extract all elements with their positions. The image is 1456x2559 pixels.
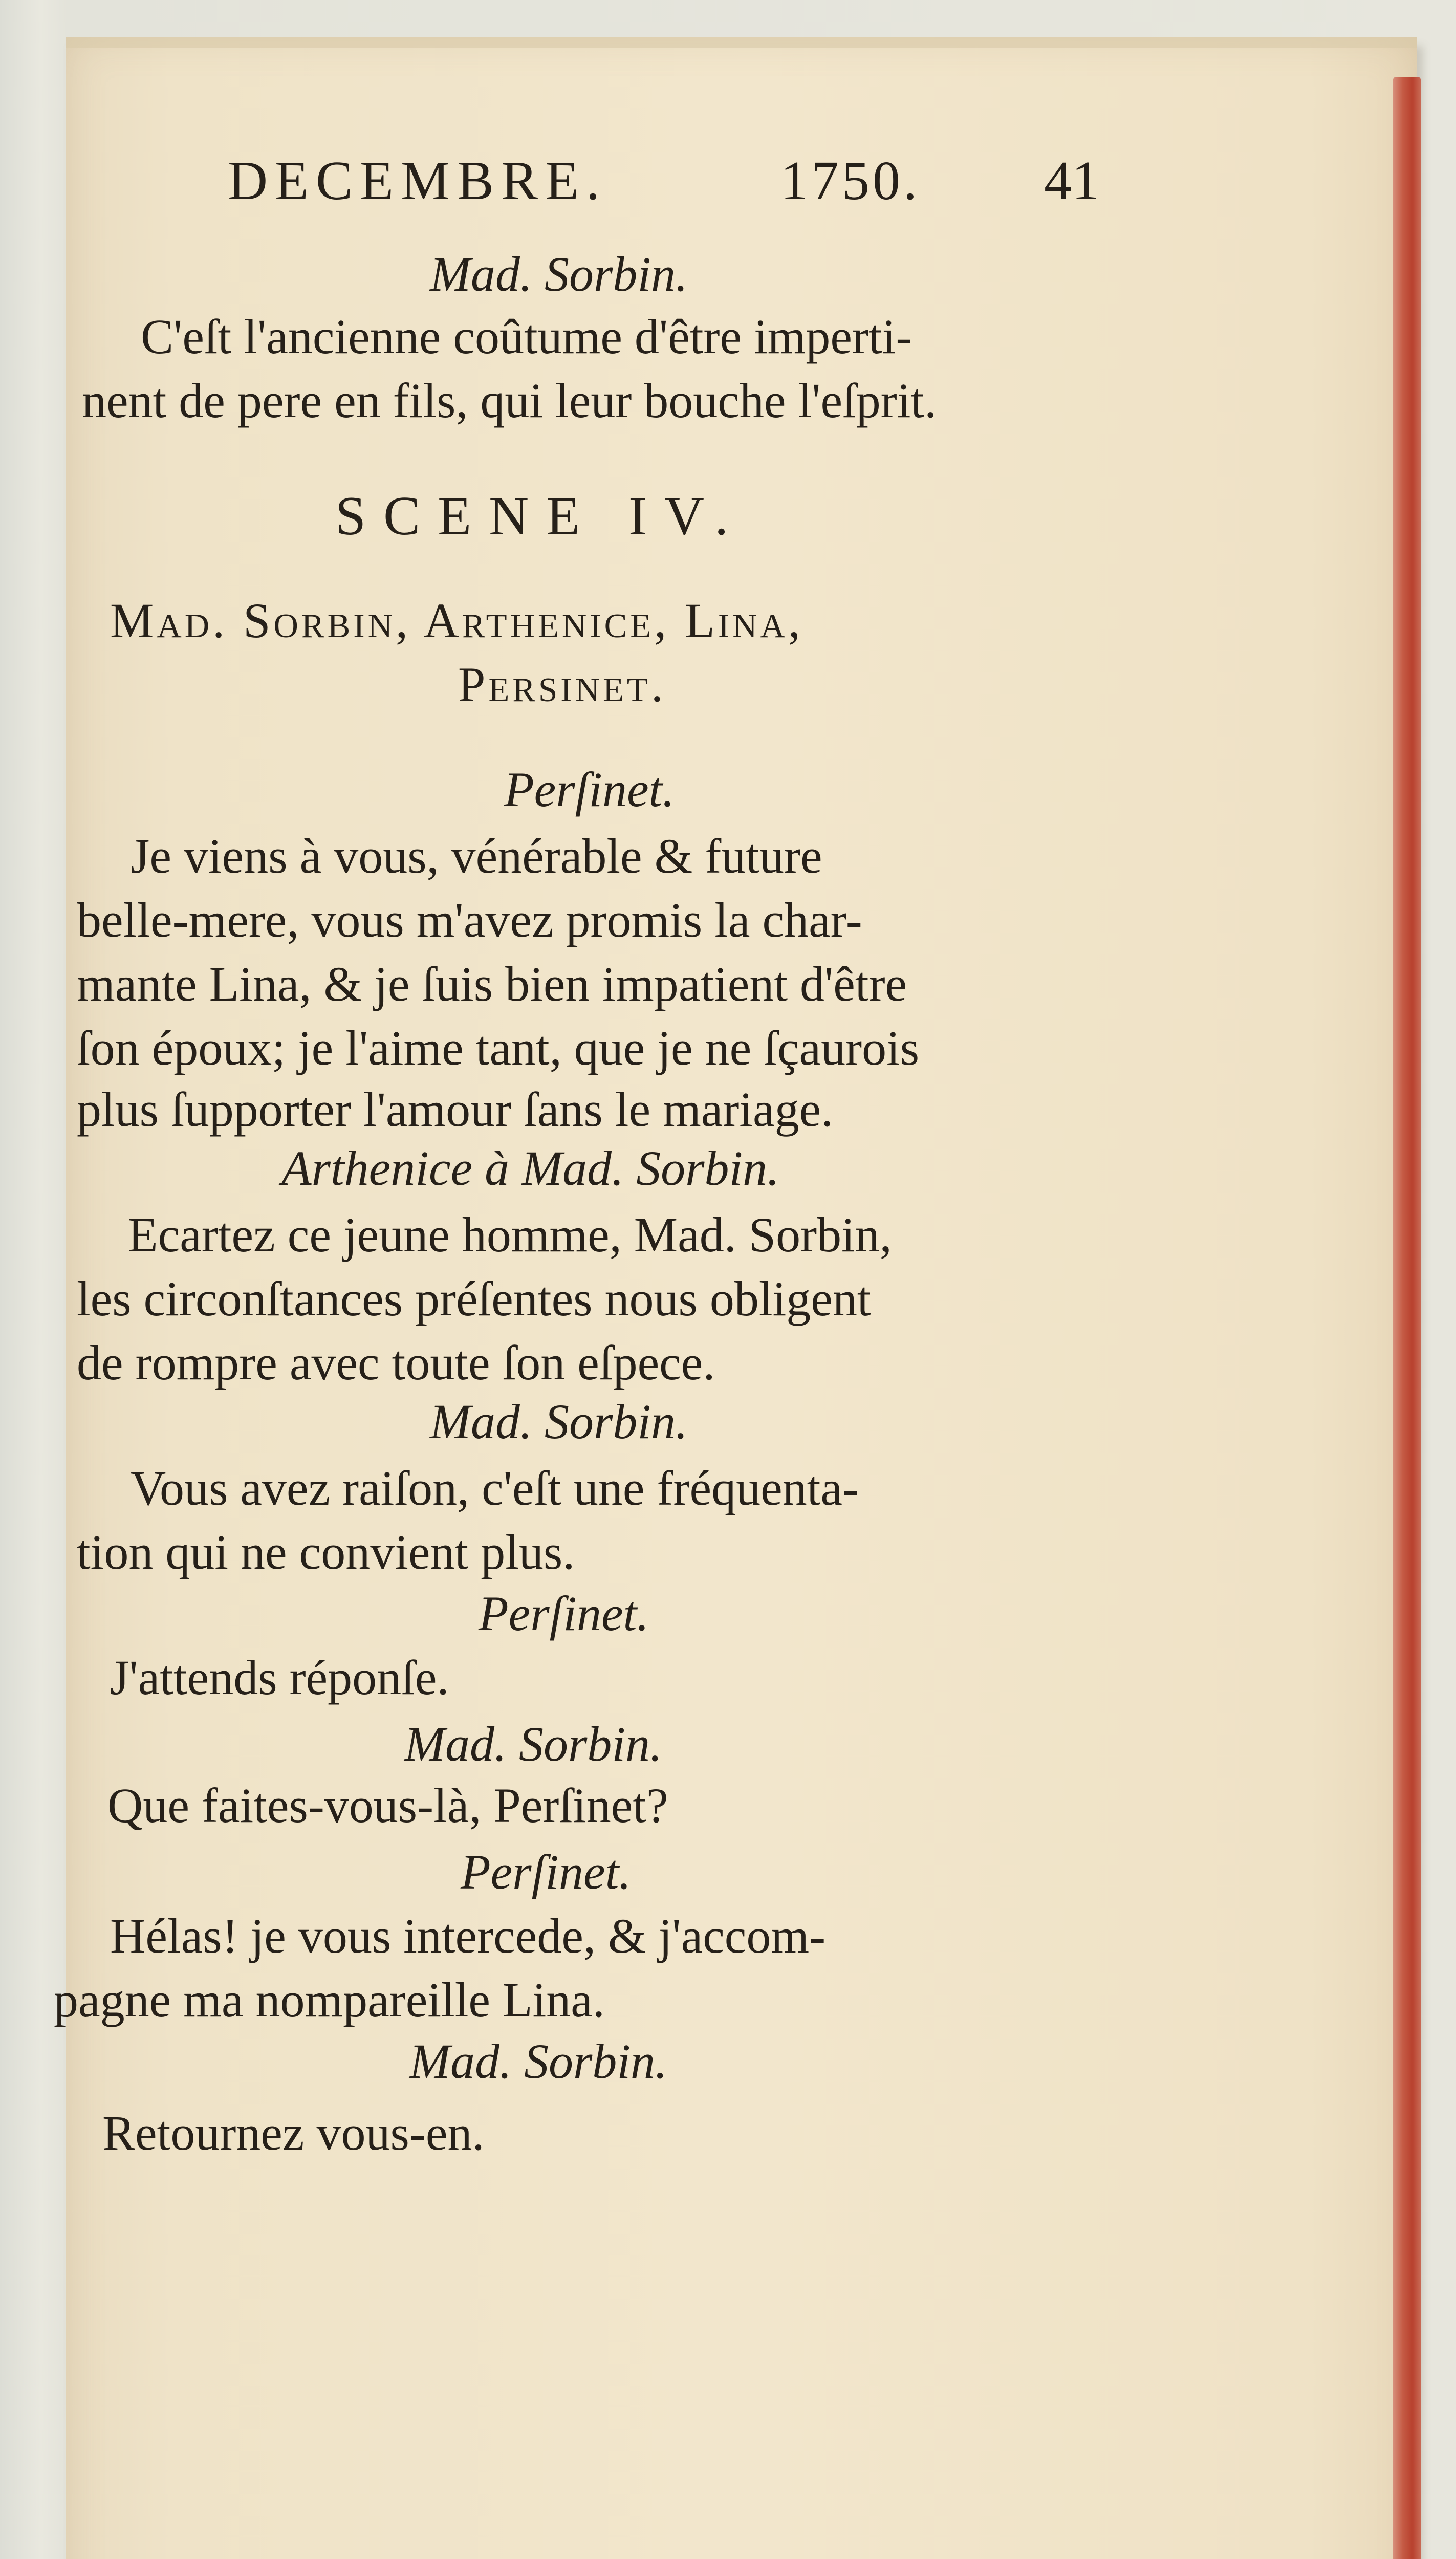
page-top-edge [66, 37, 1417, 48]
speaker-label: Mad. Sorbin. [430, 1394, 688, 1449]
text-line: les circonſtances préſentes nous obligent [77, 1271, 871, 1326]
speaker-label: Mad. Sorbin. [430, 247, 688, 301]
text-line: Vous avez raiſon, c'eſt une fréquenta- [131, 1461, 859, 1515]
text-line: pagne ma nompareille Lina. [54, 1972, 605, 2027]
speaker-label: Perſinet. [479, 1586, 649, 1641]
text-line: Je viens à vous, vénérable & future [131, 829, 822, 883]
text-line: ſon époux; je l'aime tant, que je ne ſçaurois [77, 1021, 920, 1075]
text-line: mante Lina, & je ſuis bien impatient d'être [77, 957, 907, 1011]
text-line: C'eſt l'ancienne coûtume d'être imperti- [141, 309, 912, 364]
red-page-edge [1393, 77, 1421, 2559]
text-line: nent de pere en fils, qui leur bouche l'eſprit. [82, 373, 937, 428]
text-line: plus ſupporter l'amour ſans le mariage. [77, 1082, 834, 1137]
text-line: Ecartez ce jeune homme, Mad. Sorbin, [128, 1207, 892, 1262]
text-line: belle-mere, vous m'avez promis la char- [77, 893, 862, 947]
speaker-label: Perſinet. [461, 1845, 632, 1899]
speaker-label: Arthenice à Mad. Sorbin. [281, 1141, 780, 1196]
speaker-label: Mad. Sorbin. [409, 2034, 667, 2089]
text-line: Hélas! je vous intercede, & j'accom- [110, 1909, 826, 1963]
running-header-month: DECEMBRE. [228, 150, 607, 211]
text-line: J'attends réponſe. [110, 1650, 449, 1705]
page-number: 41 [1044, 150, 1099, 211]
cast-list: Persinet. [458, 657, 666, 712]
text-line: Retournez vous-en. [102, 2106, 485, 2160]
speaker-label: Mad. Sorbin. [404, 1717, 662, 1771]
scene-heading: SCENE IV. [335, 486, 746, 547]
text-line: Que faites-vous-là, Perſinet? [107, 1778, 668, 1833]
speaker-label: Perſinet. [504, 762, 675, 817]
running-header-year: 1750. [780, 150, 920, 211]
text-line: de rompre avec toute ſon eſpece. [77, 1335, 715, 1390]
text-line: tion qui ne convient plus. [77, 1525, 575, 1579]
cast-list: Mad. Sorbin, Arthenice, Lina, [110, 593, 803, 648]
